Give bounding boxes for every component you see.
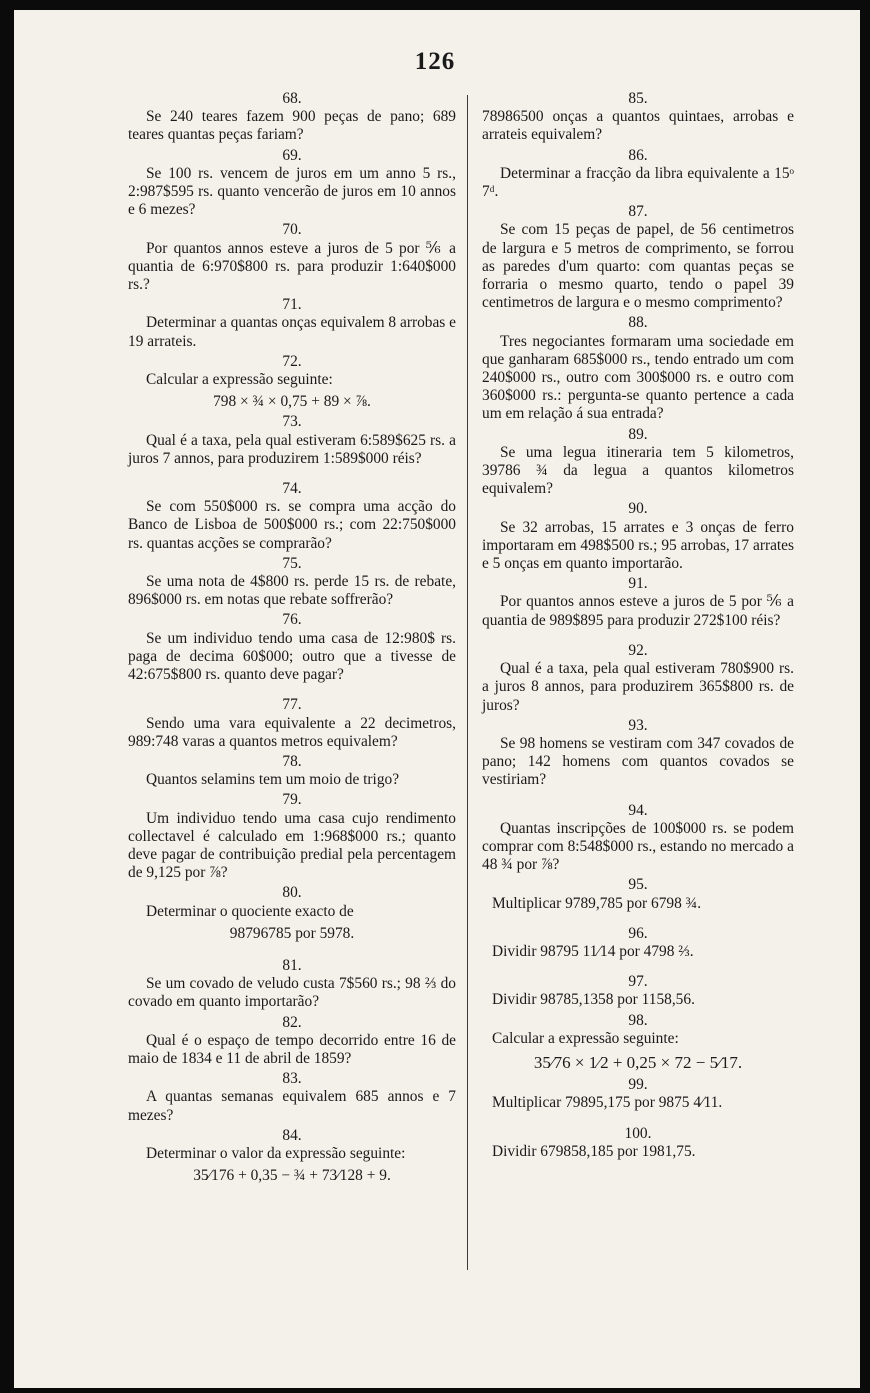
problem-number: 79.: [282, 791, 302, 809]
problem-number: 87.: [628, 203, 648, 221]
problem-text: 78986500 onças a quantos quintaes, arrobas e arrateis equivalem?: [482, 108, 794, 144]
problem-text: Um individuo tendo uma casa cujo rendimento collectavel é calculado em 1:968$000 rs.; quanto deve pagar de contribuição predial pela percentagem de 9,125 por ⅞?: [128, 809, 456, 882]
problem-text: Dividir 98785,1358 por 1158,56.: [492, 991, 695, 1009]
problem-text: Qual é o espaço de tempo decorrido entre 16 de maio de 1834 e 11 de abril de 1859?: [128, 1031, 456, 1067]
problem-number: 95.: [628, 876, 648, 894]
problem-text: Se 240 teares fazem 900 peças de pano; 689 teares quantas peças fariam?: [128, 108, 456, 144]
problem-text: Quantas inscripções de 100$000 rs. se podem comprar com 8:548$000 rs., estando no mercado a 48 ¾ por ⅞?: [482, 819, 794, 874]
problem-text: Se uma nota de 4$800 rs. perde 15 rs. de rebate, 896$000 rs. em notas que rebate soffrerão?: [128, 573, 456, 609]
problem-number: 70.: [282, 221, 302, 239]
problem-text: Multiplicar 9789,785 por 6798 ¾.: [492, 894, 702, 912]
problem-number: 84.: [282, 1126, 302, 1144]
problem-text: Tres negociantes formaram uma sociedade em que ganharam 685$000 rs., tendo entrado um com 240$000 rs., outro com 300$000 rs. e outro com 360$000 rs.: pergunta-se quanto pertence a cada um em relação á sua entrada?: [482, 332, 794, 423]
problem-text: Por quantos annos esteve a juros de 5 por ⅚ a quantia de 6:970$800 rs. para produzir 1:640$000 rs.?: [128, 239, 456, 294]
problem-text: Multiplicar 79895,175 por 9875 4⁄11.: [492, 1094, 723, 1112]
problem-number: 81.: [282, 956, 302, 974]
problem-number: 98.: [628, 1011, 648, 1029]
problem-text: Por quantos annos esteve a juros de 5 por ⅚ a quantia de 989$895 para produzir 272$100 réis?: [482, 593, 794, 629]
problem-text: Se um individuo tendo uma casa de 12:980$ rs. paga de decima 60$000; outro que a tivesse de 42:675$800 rs. quanto deve pagar?: [128, 629, 456, 684]
problem-text: Calcular a expressão seguinte:: [146, 371, 333, 389]
problem-text: Quantos selamins tem um moio de trigo?: [146, 771, 400, 789]
problem-number: 76.: [282, 611, 302, 629]
problem-number: 77.: [282, 696, 302, 714]
problem-text: Determinar o quociente exacto de: [146, 902, 354, 920]
problem-text: Dividir 98795 11⁄14 por 4798 ⅔.: [492, 942, 694, 960]
problem-number: 100.: [624, 1124, 652, 1142]
problem-number: 75.: [282, 554, 302, 572]
problem-number: 68.: [282, 90, 302, 107]
problem-number: 82.: [282, 1013, 302, 1031]
problem-text: Se 100 rs. vencem de juros em um anno 5 rs., 2:987$595 rs. quanto vencerão de juros em 10 annos e 6 mezes?: [128, 164, 456, 219]
math-expression: 35⁄176 + 0,35 − ¾ + 73⁄128 + 9.: [193, 1167, 391, 1185]
problem-text: Qual é a taxa, pela qual estiveram 780$900 rs. a juros 8 annos, para produzirem 365$800 rs. de juros?: [482, 660, 794, 714]
problem-number: 74.: [282, 480, 302, 498]
problem-number: 92.: [628, 641, 648, 659]
problem-number: 90.: [628, 500, 648, 518]
problem-text: Calcular a expressão seguinte:: [492, 1029, 679, 1047]
right-column: [482, 88, 794, 1161]
left-column: [128, 88, 456, 1187]
problem-number: 72.: [282, 352, 302, 370]
problem-text: Determinar a quantas onças equivalem 8 arrobas e 19 arrateis.: [128, 314, 456, 350]
page-number: 126: [414, 48, 456, 75]
problem-text: Se com 15 peças de papel, de 56 centimetros de largura e 5 metros de comprimento, se forrou as paredes d'um quarto: com quantas peças se forraria o mesmo quarto, tendo o papel 39 centimetros de largura e o mesmo comprimento?: [482, 221, 794, 312]
column-divider: [467, 95, 468, 1270]
problem-number: 78.: [282, 752, 302, 770]
problem-number: 83.: [282, 1070, 302, 1088]
problem-text: Se com 550$000 rs. se compra uma acção do Banco de Lisboa de 500$000 rs.; com 22:750$000 rs. quantas acções se comprarão?: [128, 498, 456, 552]
problem-number: 94.: [628, 801, 648, 819]
problem-number: 88.: [628, 314, 648, 332]
problem-text: Se um covado de veludo custa 7$560 rs.; 98 ⅔ do covado em quanto importarão?: [128, 975, 456, 1011]
problem-text: Se 32 arrobas, 15 arrates e 3 onças de ferro importaram em 498$500 rs.; 95 arrobas, 17 arrates e 5 onças em quanto importarão.: [482, 518, 794, 573]
problem-number: 97.: [628, 973, 648, 991]
problem-text: Se uma legua itineraria tem 5 kilometros, 39786 ¾ da legua a quantos kilometros equivalem?: [482, 443, 794, 498]
problem-number: 80.: [282, 884, 302, 902]
problem-number: 85.: [628, 90, 648, 107]
problem-number: 71.: [282, 296, 302, 314]
problem-number: 89.: [628, 425, 648, 443]
problem-text: Dividir 679858,185 por 1981,75.: [492, 1142, 696, 1160]
problem-number: 86.: [628, 146, 648, 164]
problem-text: A quantas semanas equivalem 685 annos e 7 mezes?: [128, 1088, 456, 1124]
math-expression: 35⁄76 × 1⁄2 + 0,25 × 72 − 5⁄17.: [533, 1052, 743, 1072]
problem-number: 99.: [628, 1076, 648, 1094]
math-expression: 798 × ¾ × 0,75 + 89 × ⅞.: [213, 393, 371, 411]
problem-text: Qual é a taxa, pela qual estiveram 6:589$625 rs. a juros 7 annos, para produzirem 1:589$000 réis?: [128, 431, 456, 467]
problem-text: Determinar o valor da expressão seguinte:: [146, 1144, 406, 1162]
problem-number: 73.: [282, 413, 302, 431]
math-expression: 98796785 por 5978.: [229, 924, 355, 942]
problem-text: Sendo uma vara equivalente a 22 decimetros, 989:748 varas a quantos metros equivalem?: [128, 714, 456, 750]
problem-number: 96.: [628, 924, 648, 942]
problem-text: Determinar a fracção da libra equivalente a 15ᵒ 7ᵈ.: [482, 164, 794, 201]
problem-number: 93.: [628, 716, 648, 734]
problem-number: 91.: [628, 575, 648, 593]
problem-text: Se 98 homens se vestiram com 347 covados de pano; 142 homens com quantos covados se vestiriam?: [482, 734, 794, 789]
problem-number: 69.: [282, 146, 302, 164]
